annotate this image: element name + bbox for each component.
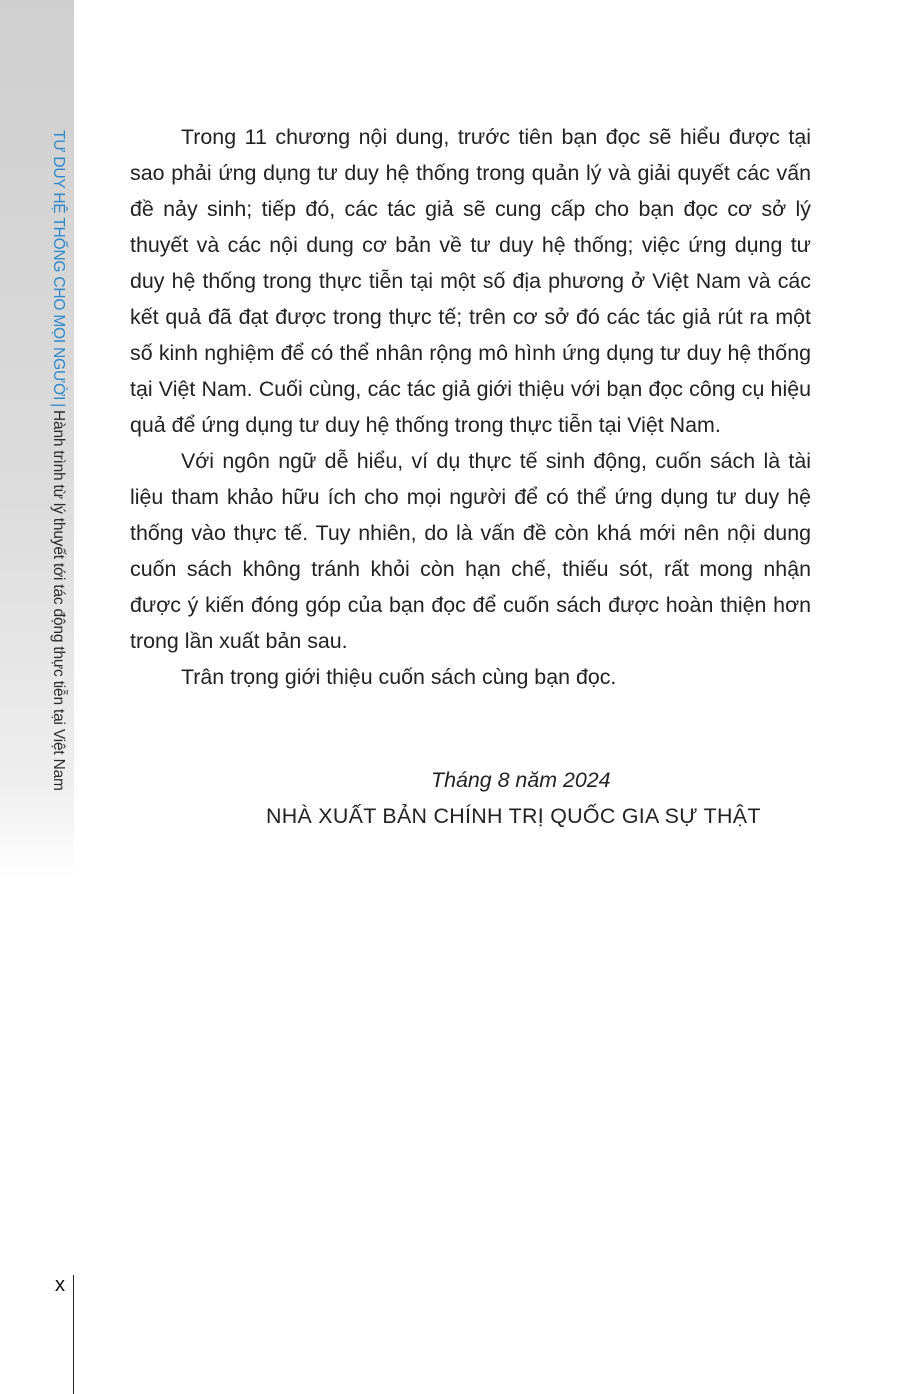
signature-block — [130, 758, 811, 834]
series-title: TƯ DUY HỆ THỐNG CHO MỌI NGƯỜI — [50, 130, 67, 401]
book-subtitle: Hành trình từ lý thuyết tới tác động thực tiễn tại Việt Nam — [50, 410, 67, 791]
sidebar-divider-line — [73, 1275, 74, 1394]
preface-body — [130, 119, 811, 695]
page-number: x — [55, 1274, 65, 1296]
header-separator: | — [50, 403, 67, 408]
paragraph: Với ngôn ngữ dễ hiểu, ví dụ thực tế sinh động, cuốn sách là tài liệu tham khảo hữu ích cho mọi người để có thể ứng dụng tư duy hệ thống vào thực tế. Tuy nhiên, do là vấn đề còn khá mới nên nội dung cuốn sách không tránh khỏi còn hạn chế, thiếu sót, rất mong nhận được ý kiến đóng góp của bạn đọc để cuốn sách được hoàn thiện hơn trong lần xuất bản sau. — [130, 449, 811, 653]
publisher-name: NHÀ XUẤT BẢN CHÍNH TRỊ QUỐC GIA SỰ THẬT — [266, 804, 761, 828]
paragraph: Trân trọng giới thiệu cuốn sách cùng bạn đọc. — [181, 665, 617, 689]
signature-date: Tháng 8 năm 2024 — [431, 768, 611, 792]
running-header-vertical — [46, 130, 70, 810]
paragraph: Trong 11 chương nội dung, trước tiên bạn đọc sẽ hiểu được tại sao phải ứng dụng tư duy hệ thống trong quản lý và giải quyết các vấn đề nảy sinh; tiếp đó, các tác giả sẽ cung cấp cho bạn đọc cơ sở lý thuyết và các nội dung cơ bản về tư duy hệ thống; việc ứng dụng tư duy hệ thống trong thực tiễn tại một số địa phương ở Việt Nam và các kết quả đã đạt được trong thực tế; trên cơ sở đó các tác giả rút ra một số kinh nghiệm để có thể nhân rộng mô hình ứng dụng tư duy hệ thống tại Việt Nam. Cuối cùng, các tác giả giới thiệu với bạn đọc công cụ hiệu quả để ứng dụng tư duy hệ thống trong thực tiễn tại Việt Nam. — [130, 125, 811, 437]
